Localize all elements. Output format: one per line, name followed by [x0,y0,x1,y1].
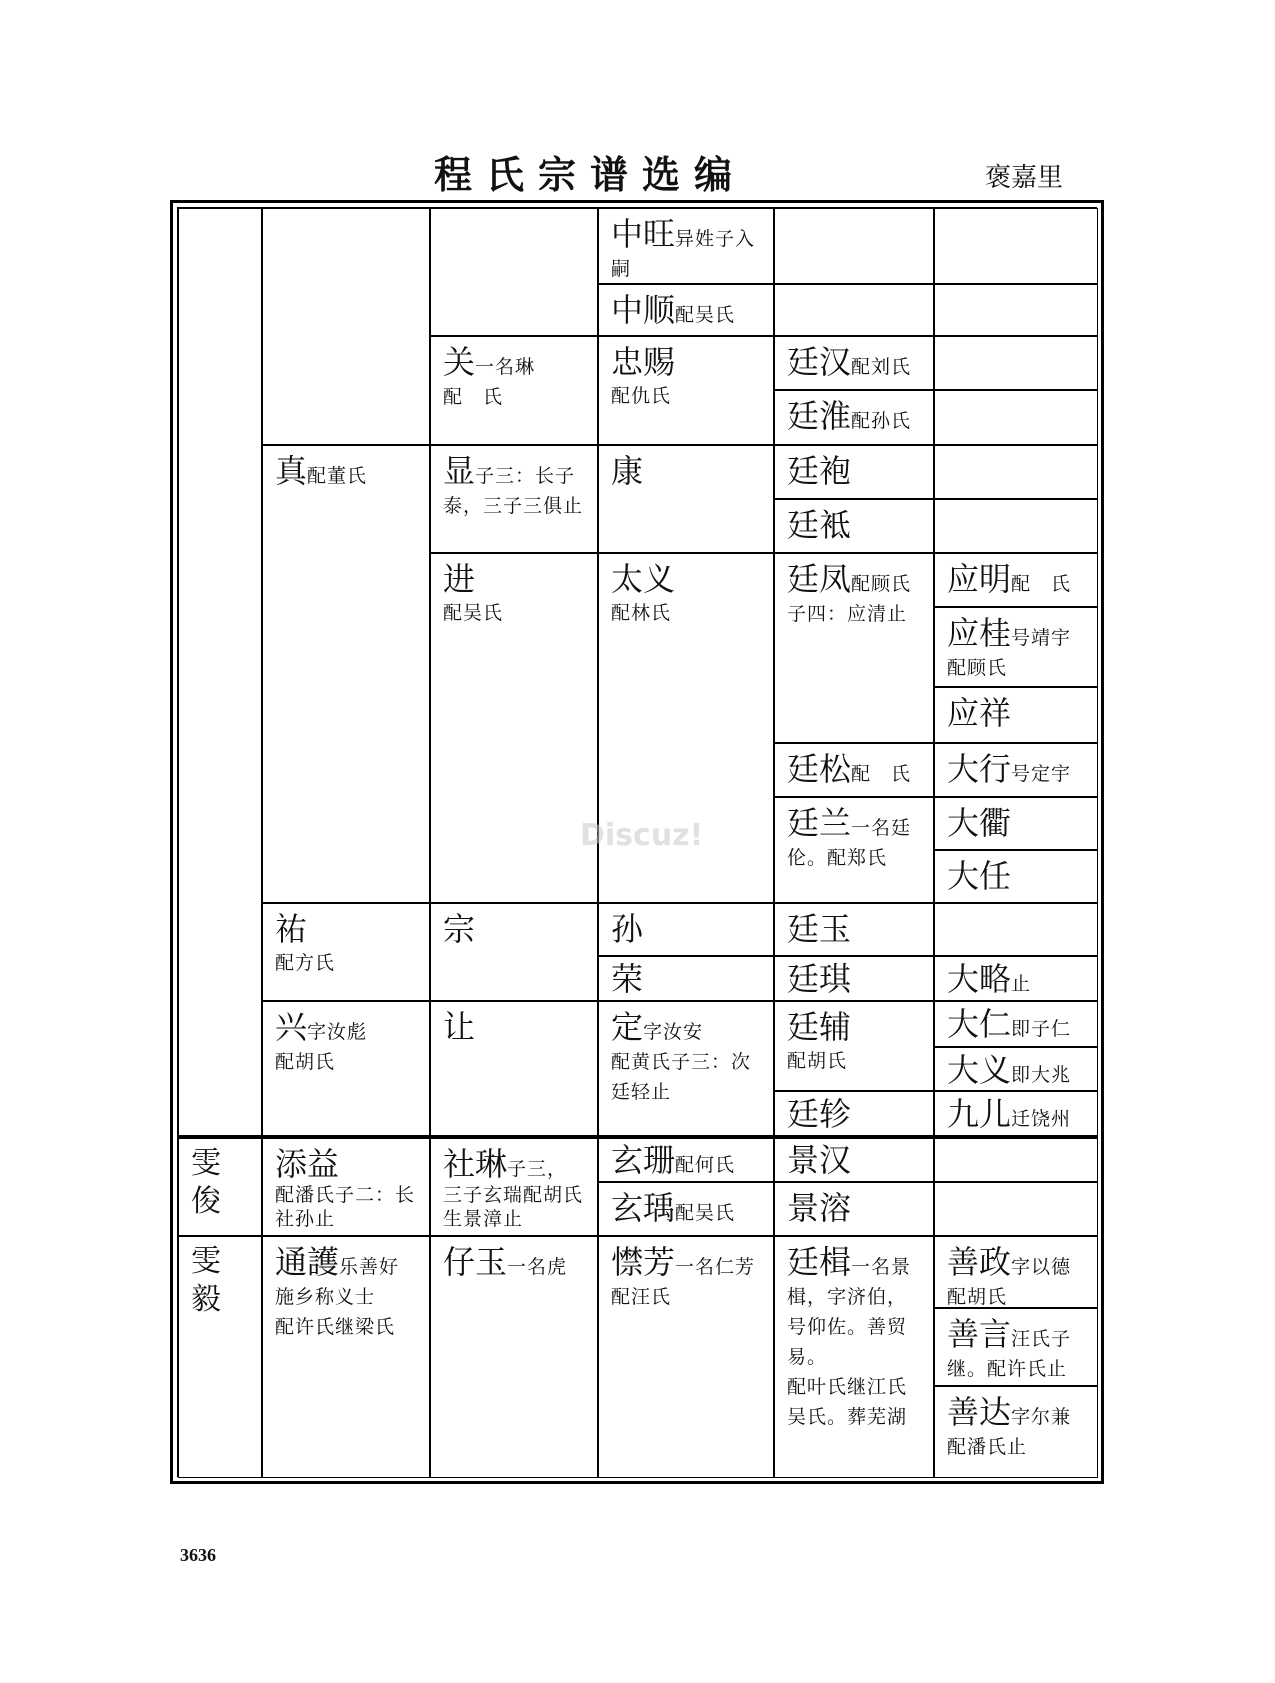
person-note: 号靖宇 [1011,627,1072,649]
person-name: 仔玉 [443,1243,508,1281]
person-cell [598,208,774,284]
person-name: 关 [443,343,476,381]
person-note: 汪氏子继。配许氏止 [947,1328,1072,1380]
person-name: 康 [611,452,644,490]
generation-label: 雯俊 [191,1146,221,1219]
person-name: 宗 [443,910,476,948]
person-cell [774,1182,934,1236]
person-name: 廷凤 [787,560,852,598]
person-name: 景汉 [787,1141,852,1179]
person-name: 廷袛 [787,506,852,544]
person-cell [598,1236,774,1478]
person-name: 善言 [947,1315,1012,1353]
person-note: 乐善好施乡称义士 [275,1256,400,1308]
person-note: 配吴氏 [675,304,736,326]
person-note: 字汝安 [643,1021,704,1043]
gen3-empty-cell [430,208,598,336]
person-name: 大义 [947,1051,1012,1089]
person-cell [262,1001,430,1136]
person-spouse: 配吴氏 [443,602,504,624]
person-name: 祐 [275,910,308,948]
person-note: 配 氏 [851,763,912,785]
person-cell [774,743,934,797]
person-cell [934,1236,1098,1308]
person-cell [934,1386,1098,1478]
person-spouse: 配顾氏 [947,657,1008,679]
person-name: 让 [443,1008,476,1046]
person-cell [598,336,774,445]
generation-label: 雯毅 [191,1244,221,1317]
empty-cell [934,1138,1098,1182]
person-name: 廷兰 [787,804,852,842]
person-note: 一名仁芳 [675,1256,756,1278]
person-cell [430,445,598,553]
person-note: 一名琳 [475,356,536,378]
person-name: 大任 [947,857,1012,895]
person-cell [774,1236,934,1478]
person-note: 字以德 [1011,1256,1072,1278]
person-cell [262,1138,430,1236]
person-name: 中顺 [611,291,676,329]
empty-cell [774,284,934,336]
person-cell [774,336,934,390]
person-cell [430,336,598,445]
person-cell [934,797,1098,850]
person-note: 止 [1011,973,1032,995]
person-name: 忠赐 [611,343,676,381]
person-name: 应祥 [947,694,1012,732]
empty-cell [934,1182,1098,1236]
empty-cell [934,390,1098,445]
person-cell [598,1182,774,1236]
gen2-empty-cell [262,208,430,445]
empty-cell [934,284,1098,336]
person-note: 即子仁 [1011,1018,1072,1040]
person-cell [934,553,1098,607]
person-cell [774,956,934,1001]
person-name: 廷辅 [787,1008,852,1046]
person-note: 号定宇 [1011,763,1072,785]
person-note: 子三：长子泰，三子三俱止 [443,465,584,517]
person-cell [934,1047,1098,1091]
person-cell [774,1091,934,1136]
person-spouse: 配汪氏 [611,1286,672,1308]
person-cell [934,956,1098,1001]
branch-name: 褒嘉里 [985,163,1064,193]
person-cell [934,1091,1098,1136]
person-note: 配顾氏 [851,573,912,595]
person-spouse: 配方氏 [275,952,336,974]
person-spouse: 配许氏继梁氏 [275,1316,396,1338]
person-name: 廷楫 [787,1243,852,1281]
person-name: 大衢 [947,804,1012,842]
person-spouse: 配黄氏子三：次廷轻止 [611,1051,752,1103]
person-name: 玄珊 [611,1141,676,1179]
empty-cell [934,903,1098,956]
person-name: 景溶 [787,1189,852,1227]
person-note: 配 氏 [1011,573,1072,595]
person-cell [430,1138,598,1236]
person-spouse: 配仇氏 [611,385,672,407]
person-cell [430,903,598,1001]
person-note: 即大兆 [1011,1064,1072,1086]
person-cell [934,607,1098,687]
person-cell [430,1236,598,1478]
person-name: 大略 [947,960,1012,998]
person-name: 太义 [611,560,676,598]
person-note: 配吴氏 [675,1202,736,1224]
person-cell [430,553,598,903]
person-name: 廷淮 [787,397,852,435]
generation-label-cell [178,1236,262,1478]
person-cell [774,553,934,743]
person-name: 荣 [611,960,644,998]
person-name: 中旺 [611,215,676,253]
person-cell [934,1001,1098,1047]
person-note: 配刘氏 [851,356,912,378]
person-note: 一名虎 [507,1256,568,1278]
person-cell [934,687,1098,743]
person-cell [262,445,430,903]
person-cell [598,1138,774,1182]
person-cell [774,390,934,445]
empty-cell [934,499,1098,553]
person-name: 玄瑀 [611,1189,676,1227]
person-name: 廷琪 [787,960,852,998]
person-cell [598,284,774,336]
person-cell [934,1308,1098,1386]
empty-cell [774,208,934,284]
person-name: 大行 [947,750,1012,788]
person-name: 真 [275,452,308,490]
person-name: 㦗芳 [611,1243,676,1281]
person-note: 配何氏 [675,1154,736,1176]
person-cell [774,1001,934,1091]
person-name: 大仁 [947,1005,1012,1043]
person-name: 应明 [947,560,1012,598]
person-name: 进 [443,560,476,598]
person-spouse: 配林氏 [611,602,672,624]
person-name: 显 [443,452,476,490]
page-number: 3636 [180,1545,216,1565]
person-note: 字汝彪 [307,1021,368,1043]
person-name: 通護 [275,1243,340,1281]
person-cell [598,445,774,553]
person-spouse: 配 氏 [443,386,504,408]
person-cell [430,1001,598,1136]
gen1-empty-cell [178,208,262,1136]
person-note: 配孙氏 [851,410,912,432]
watermark: Discuz! [580,818,704,853]
person-name: 廷轸 [787,1095,852,1133]
person-note: 一名景楫，字济伯，号仰佐。善贸易。 [787,1256,912,1368]
person-children: 子四：应清止 [787,603,908,625]
person-name: 廷松 [787,750,852,788]
person-name: 廷袍 [787,452,852,490]
person-name: 善政 [947,1243,1012,1281]
person-spouse: 配胡氏 [787,1050,848,1072]
person-cell [934,850,1098,903]
person-cell [598,1001,774,1136]
person-note: 一名廷伦。配郑氏 [787,817,912,869]
person-name: 孙 [611,910,644,948]
person-name: 社琳 [443,1145,508,1183]
person-spouse: 配胡氏 [275,1051,336,1073]
page-title: 程氏宗谱选编 [433,153,746,197]
person-name: 廷汉 [787,343,852,381]
person-spouse: 配潘氏止 [947,1436,1028,1458]
person-cell [598,903,774,956]
person-cell [774,797,934,903]
person-cell [774,903,934,956]
empty-cell [934,208,1098,284]
person-note: 字尔兼 [1011,1406,1072,1428]
person-cell [774,1138,934,1182]
person-cell [598,956,774,1001]
person-note: 异姓子入嗣 [611,228,756,280]
person-name: 添益 [275,1145,340,1183]
person-cell [934,743,1098,797]
person-spouse: 配胡氏 [947,1286,1008,1308]
person-name: 兴 [275,1008,308,1046]
person-cell [774,445,934,499]
person-cell [774,499,934,553]
person-cell [262,903,430,1001]
person-note: 子三，三子玄瑞配胡氏生景漳止 [443,1158,584,1230]
person-name: 廷玉 [787,910,852,948]
person-name: 定 [611,1008,644,1046]
generation-label-cell [178,1138,262,1236]
empty-cell [934,445,1098,499]
person-note: 迁饶州 [1011,1108,1072,1130]
person-cell [262,1236,430,1478]
person-name: 善达 [947,1393,1012,1431]
person-name: 九儿 [947,1095,1012,1133]
person-note: 配董氏 [307,465,368,487]
person-note: 配潘氏子二：长社孙止 [275,1184,416,1230]
person-spouse: 配叶氏继江氏吴氏。葬芜湖 [787,1376,908,1428]
person-name: 应桂 [947,614,1012,652]
empty-cell [934,336,1098,390]
